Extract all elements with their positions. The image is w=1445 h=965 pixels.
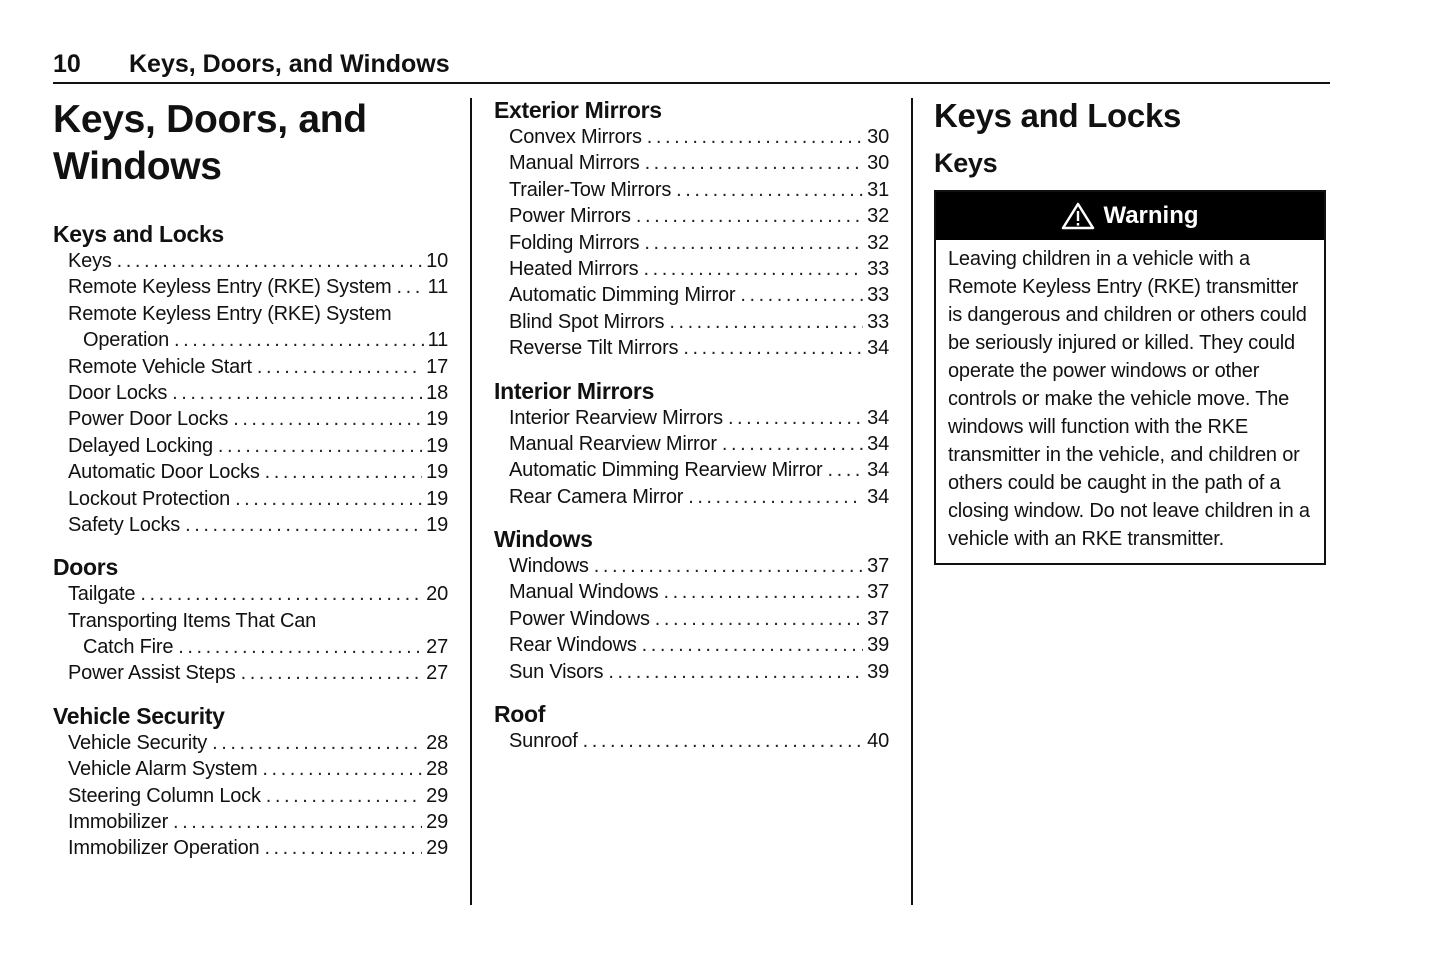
column-divider (911, 98, 913, 905)
toc-entry[interactable] (494, 282, 889, 308)
toc-page-number: 34 (867, 406, 889, 429)
toc-section-interior-mirrors (494, 377, 889, 511)
chapter-title-line: Keys, Doors, and (53, 98, 367, 141)
page-header (53, 48, 1330, 84)
toc-entry[interactable] (53, 433, 448, 459)
toc-page-number: 30 (867, 126, 889, 148)
toc-section-heading[interactable]: Interior Mirrors (494, 377, 655, 404)
toc-entry-label: Automatic Door Locks (68, 461, 260, 484)
toc-entry[interactable] (494, 230, 889, 256)
toc-page-number: 19 (426, 434, 448, 457)
toc-page-number: 33 (867, 310, 889, 333)
toc-entry[interactable] (494, 150, 889, 176)
content-column (934, 96, 1330, 565)
toc-entry-label: Blind Spot Mirrors (509, 310, 665, 333)
toc-entry[interactable] (53, 486, 448, 512)
toc-page-number: 32 (867, 231, 889, 254)
toc-page-number: 11 (427, 276, 448, 299)
toc-entry-label: Immobilizer (68, 811, 169, 834)
toc-entry-label: Trailer-Tow Mirrors (509, 178, 672, 201)
toc-column-1 (53, 96, 448, 877)
toc-entry-label: Tailgate (68, 583, 136, 606)
toc-entry[interactable] (494, 431, 889, 457)
toc-page-number: 19 (426, 408, 448, 431)
toc-entry[interactable] (494, 579, 889, 605)
toc-page-number: 29 (426, 784, 448, 807)
toc-page-number: 32 (867, 205, 889, 228)
toc-entry[interactable] (53, 380, 448, 406)
toc-entry-label: Remote Keyless Entry (RKE) System (68, 276, 392, 299)
toc-entry[interactable] (494, 203, 889, 229)
warning-triangle-icon (1061, 202, 1095, 230)
toc-entry-label: Catch Fire (83, 636, 174, 659)
toc-entry[interactable] (53, 301, 448, 327)
toc-entry[interactable] (53, 730, 448, 756)
toc-section-vehicle-security (53, 702, 448, 862)
toc-entry-label: Power Door Locks (68, 408, 229, 431)
toc-section-keys-and-locks (53, 220, 448, 538)
toc-entry[interactable] (53, 354, 448, 380)
toc-entry-label: Operation (83, 329, 170, 352)
toc-entry-label: Remote Keyless Entry (RKE) System (68, 302, 392, 325)
toc-page-number: 40 (867, 730, 889, 753)
toc-page-number: 34 (867, 459, 889, 482)
column-divider (470, 98, 472, 905)
toc-entry-label: Manual Rearview Mirror (509, 432, 717, 455)
toc-entry[interactable] (53, 248, 448, 274)
toc-section-heading[interactable]: Roof (494, 701, 546, 728)
toc-page-number: 20 (426, 583, 448, 606)
toc-entry-label: Vehicle Security (68, 731, 208, 754)
toc-entry-label: Automatic Dimming Rearview Mirror (509, 459, 823, 482)
toc-page-number: 18 (426, 381, 448, 404)
toc-entry-label: Heated Mirrors (509, 257, 639, 280)
toc-section-heading[interactable]: Exterior Mirrors (494, 97, 662, 123)
toc-entry-label: Manual Mirrors (509, 152, 640, 175)
toc-entry-label: Power Mirrors (509, 205, 631, 228)
toc-entry[interactable] (53, 809, 448, 835)
toc-entry[interactable] (494, 256, 889, 282)
toc-page-number: 27 (426, 662, 448, 685)
toc-column-2 (494, 96, 889, 769)
toc-page-number: 37 (867, 581, 889, 604)
toc-entry-label: Lockout Protection (68, 487, 231, 510)
toc-entry-continuation[interactable] (53, 327, 448, 353)
toc-entry[interactable] (53, 756, 448, 782)
running-header-title: Keys, Doors, and Windows (129, 50, 450, 78)
toc-entry-label: Automatic Dimming Mirror (509, 284, 736, 307)
toc-entry[interactable] (494, 457, 889, 483)
toc-section-doors (53, 553, 448, 687)
toc-entry-label: Sunroof (509, 730, 578, 753)
chapter-title (53, 96, 448, 190)
toc-page-number: 29 (426, 837, 448, 860)
toc-section-heading[interactable]: Windows (494, 526, 593, 553)
toc-entry-label: Windows (509, 555, 589, 578)
toc-page-number: 33 (867, 257, 889, 280)
toc-page-number: 19 (426, 487, 448, 510)
toc-entry-label: Reverse Tilt Mirrors (509, 337, 679, 360)
toc-entry-label: Convex Mirrors (509, 126, 642, 148)
toc-entry-label: Door Locks (68, 381, 168, 404)
toc-page-number: 37 (867, 607, 889, 630)
warning-text: Leaving children in a vehicle with a Remote Keyless Entry (RKE) transmitter is dangerous and children or others could be seriously injured or killed. They could operate the power windows or other controls or make the vehicle move. The windows will function with the RKE transmitter in the vehicle, and children or others could be caught in the path of a closing window. Do not leave children in a vehicle with an RKE transmitter. (948, 248, 1310, 550)
toc-entry[interactable] (53, 274, 448, 300)
toc-section-heading[interactable]: Keys and Locks (53, 221, 224, 247)
toc-entry-label: Safety Locks (68, 513, 181, 536)
toc-entry-label: Keys (68, 250, 112, 272)
toc-entry-label: Power Assist Steps (68, 662, 236, 685)
toc-page-number: 11 (427, 329, 448, 352)
toc-page-number: 19 (426, 461, 448, 484)
toc-entry[interactable] (53, 581, 448, 607)
toc-entry[interactable] (494, 335, 889, 361)
toc-entry[interactable] (53, 406, 448, 432)
toc-entry-label: Rear Windows (509, 634, 637, 657)
toc-section-roof (494, 700, 889, 754)
toc-entry[interactable] (494, 632, 889, 658)
toc-entry-label: Rear Camera Mirror (509, 485, 684, 508)
toc-section-heading[interactable]: Doors (53, 554, 118, 581)
toc-entry-label: Delayed Locking (68, 434, 213, 457)
toc-entry[interactable] (494, 553, 889, 579)
toc-entry-label: Remote Vehicle Start (68, 355, 252, 378)
toc-page-number: 33 (867, 284, 889, 307)
warning-header (936, 192, 1324, 240)
chapter-title-line: Windows (53, 145, 222, 188)
page-number: 10 (53, 50, 81, 78)
toc-entry[interactable] (494, 659, 889, 685)
toc-entry-continuation[interactable] (53, 634, 448, 660)
toc-section-heading[interactable]: Vehicle Security (53, 702, 225, 729)
toc-entry[interactable] (494, 606, 889, 632)
toc-page-number: 39 (867, 634, 889, 657)
toc-page-number: 28 (426, 731, 448, 754)
section-title: Keys and Locks (934, 97, 1182, 134)
toc-entry[interactable] (494, 177, 889, 203)
toc-section-exterior-mirrors (494, 96, 889, 362)
toc-entry[interactable] (494, 484, 889, 510)
warning-title: Warning (1103, 202, 1199, 229)
toc-entry[interactable] (494, 405, 889, 431)
toc-page-number: 31 (867, 178, 889, 201)
toc-entry-label: Vehicle Alarm System (68, 758, 258, 781)
toc-entry[interactable] (53, 459, 448, 485)
toc-page-number: 19 (426, 513, 448, 536)
toc-page-number: 34 (867, 485, 889, 508)
toc-entry[interactable] (494, 728, 889, 754)
toc-entry[interactable] (53, 783, 448, 809)
toc-page-number: 37 (867, 555, 889, 578)
toc-page-number: 27 (426, 636, 448, 659)
toc-entry-label: Interior Rearview Mirrors (509, 406, 723, 429)
subsection-title: Keys (934, 148, 998, 178)
toc-page-number: 34 (867, 337, 889, 360)
toc-entry[interactable] (53, 512, 448, 538)
toc-entry-label: Immobilizer Operation (68, 837, 260, 860)
toc-page-number: 34 (867, 432, 889, 455)
toc-entry-label: Manual Windows (509, 581, 659, 604)
toc-page-number: 10 (426, 250, 448, 272)
toc-entry-label: Steering Column Lock (68, 784, 261, 807)
warning-box (934, 190, 1326, 565)
toc-entry-label: Folding Mirrors (509, 231, 640, 254)
toc-entry-label: Power Windows (509, 607, 650, 630)
toc-entry[interactable] (53, 835, 448, 861)
toc-entry[interactable] (494, 309, 889, 335)
toc-page-number: 17 (426, 355, 448, 378)
toc-entry[interactable] (53, 608, 448, 634)
toc-page-number: 28 (426, 758, 448, 781)
toc-page-number: 29 (426, 811, 448, 834)
toc-entry-label: Transporting Items That Can (68, 609, 317, 632)
toc-section-windows (494, 525, 889, 685)
toc-page-number: 39 (867, 660, 889, 683)
toc-entry[interactable] (494, 124, 889, 150)
toc-entry-label: Sun Visors (509, 660, 604, 683)
toc-page-number: 30 (867, 152, 889, 175)
toc-entry[interactable] (53, 660, 448, 686)
